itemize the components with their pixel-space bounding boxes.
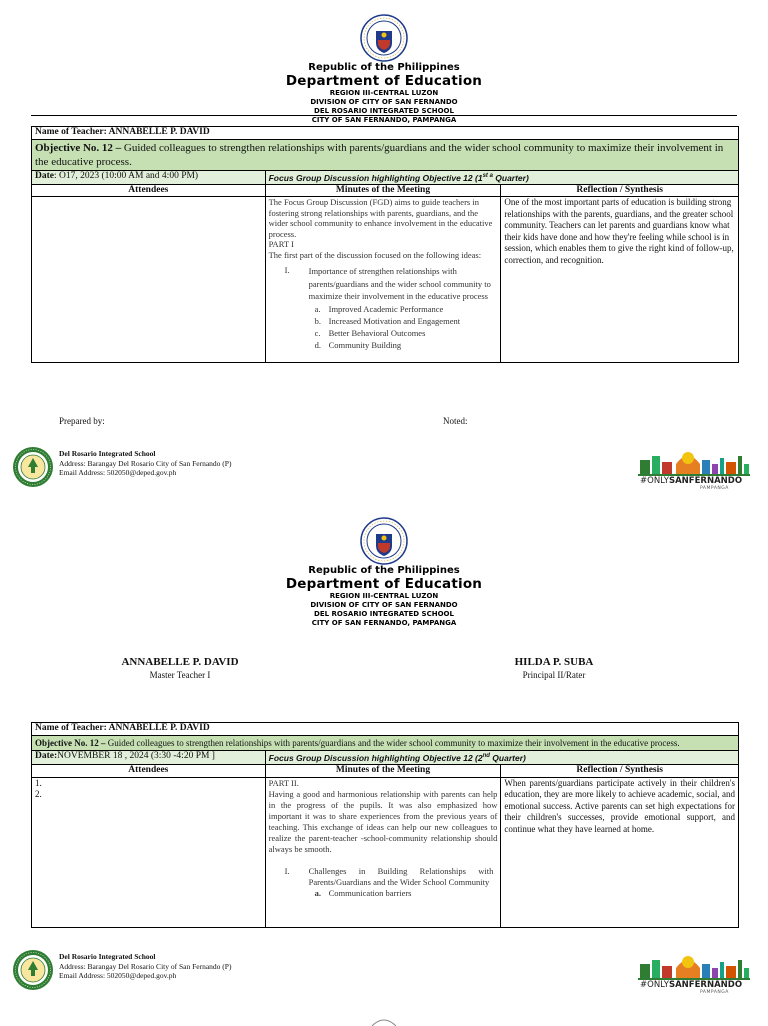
teacher-row — [32, 723, 739, 736]
attendees-cell — [32, 197, 266, 363]
minutes-cell — [265, 777, 501, 927]
subitem-text: Improved Academic Performance — [328, 303, 444, 314]
footer-address: Address: Barangay Del Rosario City of San Fernando (P) — [59, 961, 232, 971]
attendees-cell — [32, 777, 266, 927]
item-text: Importance of strengthen relationships with parents/guardians and the wider school community to maximize their involvement in the educative process — [308, 266, 491, 302]
column-header-row — [32, 184, 739, 197]
subitem-c — [269, 327, 498, 339]
department-title: Department of Education — [285, 576, 483, 592]
item-number: I. — [284, 865, 290, 876]
footer-address: Address: Barangay Del Rosario City of San Fernando (P) — [59, 458, 232, 468]
noted-label: Noted: — [443, 416, 468, 426]
brand-sub: PAMPANGA — [700, 990, 729, 995]
objective-row — [32, 139, 739, 170]
focus-title: Focus Group Discussion highlighting Objective 12 (1 — [268, 172, 483, 183]
date-label: Date — [35, 170, 54, 181]
signatory-teacher — [80, 656, 280, 681]
san-fernando-skyline-icon — [638, 952, 750, 980]
deped-seal-icon — [360, 517, 408, 565]
subitem-number: c. — [314, 327, 321, 338]
brand-bold: SANFERNANDO — [668, 476, 743, 486]
subitem-a — [269, 888, 498, 899]
brand-tagline — [640, 476, 742, 486]
column-header-row — [32, 765, 739, 778]
department-title: Department of Education — [285, 73, 483, 89]
footer-email: Email Address: 502050@deped.gov.ph — [59, 971, 177, 980]
fgd-table-q1 — [31, 126, 739, 363]
item-number: I. — [284, 265, 290, 276]
minutes-item — [269, 265, 498, 303]
teacher-label: Name of Teacher — [35, 723, 104, 733]
subitem-d — [269, 339, 498, 351]
teacher-name: : ANNABELLE P. DAVID — [103, 127, 210, 137]
city-text: CITY OF SAN FERNANDO, PAMPANGA — [311, 619, 457, 627]
col-reflection: Reflection / Synthesis — [501, 765, 739, 778]
minutes-item — [269, 866, 498, 888]
subitem-text: Increased Motivation and Engagement — [328, 315, 461, 326]
focus-end: Quarter) — [492, 172, 529, 183]
only-san-fernando-brand-2 — [638, 952, 750, 995]
city-text: CITY OF SAN FERNANDO, PAMPANGA — [311, 116, 457, 124]
content-row — [32, 777, 739, 927]
school-text: DEL ROSARIO INTEGRATED SCHOOL — [314, 610, 454, 618]
objective-row — [32, 735, 739, 751]
subitem-text: Communication barriers — [328, 887, 412, 898]
col-attendees: Attendees — [32, 184, 266, 197]
brand-bold: SANFERNANDO — [668, 980, 743, 990]
school-footer-text — [59, 449, 231, 478]
subitem-text: Better Behavioral Outcomes — [328, 327, 426, 338]
region-text: REGION III-CENTRAL LUZON — [329, 89, 439, 97]
republic-text: Republic of the Philippines — [308, 62, 460, 73]
deped-seal-icon — [360, 14, 408, 62]
subitem-b — [269, 315, 498, 327]
attendee-2: 2. — [35, 788, 42, 799]
date-row — [32, 751, 739, 765]
page2-header — [0, 517, 768, 628]
attendee-1: 1. — [35, 777, 42, 788]
republic-text: Republic of the Philippines — [308, 565, 460, 576]
focus-sup: st a — [482, 172, 493, 179]
next-page-seal-icon — [369, 1018, 399, 1026]
subitem-text: Community Building — [328, 339, 402, 350]
subitem-number: d. — [314, 339, 321, 350]
date-text: NOVEMBER 18 , 2024 (3:30 -4:20 PM ] — [57, 751, 215, 761]
date-text: : O17, 2023 (10:00 AM and 4:00 PM) — [54, 170, 199, 181]
objective-text: Guided colleagues to strengthen relationships with parents/guardians and the wider school community to maximize their involvement in the educative process. — [35, 141, 724, 168]
minutes-intro: The Focus Group Discussion (FGD) aims to guide teachers in fostering strong relationships with parents, guardians, and the wider school community to enhance involvement in the educative process. — [268, 197, 493, 239]
minutes-part-intro: The first part of the discussion focused on the following ideas: — [268, 249, 482, 260]
footer-email: Email Address: 502050@deped.gov.ph — [59, 468, 177, 477]
signatory-teacher-title: Master Teacher I — [149, 670, 211, 680]
subitem-number: b. — [314, 315, 321, 326]
school-logo-icon — [12, 446, 54, 488]
col-minutes: Minutes of the Meeting — [265, 765, 501, 778]
only-san-fernando-brand-1 — [638, 448, 750, 491]
signatory-principal-title: Principal II/Rater — [522, 670, 586, 680]
focus-title: Focus Group Discussion highlighting Objective 12 (2 — [268, 752, 483, 763]
content-row — [32, 197, 739, 363]
footer-school-name: Del Rosario Integrated School — [59, 449, 156, 458]
minutes-part: PART I — [268, 239, 294, 250]
page1-header — [0, 14, 768, 125]
teacher-row — [32, 127, 739, 140]
reflection-cell: One of the most important parts of education is building strong relationships with the parents, guardians, and the greater school community. Teachers can let parents and guardians know what their kids have done and how they're feeling while school is in session, which enables them to give the right kind of follow-up, correction, and recognition. — [501, 197, 739, 363]
minutes-part: PART II. — [268, 777, 299, 788]
division-text: DIVISION OF CITY OF SAN FERNANDO — [310, 601, 458, 609]
minutes-cell — [265, 197, 501, 363]
focus-sup: nd — [482, 753, 490, 759]
brand-prefix: #ONLY — [640, 980, 669, 990]
region-text: REGION III-CENTRAL LUZON — [329, 592, 439, 600]
date-row — [32, 170, 739, 184]
minutes-intro: Having a good and harmonious relationship with parents can help in the progress of the pupils. It was also emphasized how important it was to share experiences from the previous years of teaching. This exchange of ideas can help our new colleagues to realize the parent-teacher -school-community relationship should always be smooth. — [268, 788, 498, 854]
col-minutes: Minutes of the Meeting — [265, 184, 501, 197]
prepared-by-label: Prepared by: — [59, 416, 105, 426]
col-reflection: Reflection / Synthesis — [501, 184, 739, 197]
san-fernando-skyline-icon — [638, 448, 750, 476]
objective-label: Objective No. 12 – — [35, 141, 122, 154]
date-label: Date: — [35, 751, 58, 761]
school-logo-icon — [12, 949, 54, 991]
school-footer-text — [59, 952, 231, 981]
col-attendees: Attendees — [32, 765, 266, 778]
division-text: DIVISION OF CITY OF SAN FERNANDO — [310, 98, 458, 106]
brand-prefix: #ONLY — [640, 476, 669, 486]
objective-label: Objective No. 12 – — [35, 737, 106, 748]
header-divider — [31, 115, 737, 116]
objective-text: Guided colleagues to strengthen relationships with parents/guardians and the wider school community to maximize their involvement in the educative process. — [105, 737, 680, 748]
fgd-table-q2 — [31, 722, 739, 928]
signatory-principal-name: HILDA P. SUBA — [514, 656, 594, 668]
signatory-principal — [454, 656, 654, 681]
subitem-a — [269, 303, 498, 315]
brand-tagline — [640, 980, 742, 990]
item-text: Challenges in Building Relationships with Parents/Guardians and the Wider School Community — [308, 865, 494, 887]
school-text: DEL ROSARIO INTEGRATED SCHOOL — [314, 107, 454, 115]
footer-school-name: Del Rosario Integrated School — [59, 952, 156, 961]
teacher-label: Name of Teacher — [35, 127, 104, 137]
focus-end: Quarter) — [489, 752, 526, 763]
brand-sub: PAMPANGA — [700, 486, 729, 491]
reflection-cell: When parents/guardians participate actively in their children's education, they are more likely to achieve academic, social, and emotional success. Active parents can set high expectations for their children's successes, provide emotional support, and continue what they have learned at home. — [501, 777, 739, 927]
teacher-name: : ANNABELLE P. DAVID — [103, 723, 210, 733]
subitem-number: a. — [314, 303, 321, 314]
signatory-teacher-name: ANNABELLE P. DAVID — [121, 656, 239, 668]
subitem-number: a. — [314, 887, 322, 898]
